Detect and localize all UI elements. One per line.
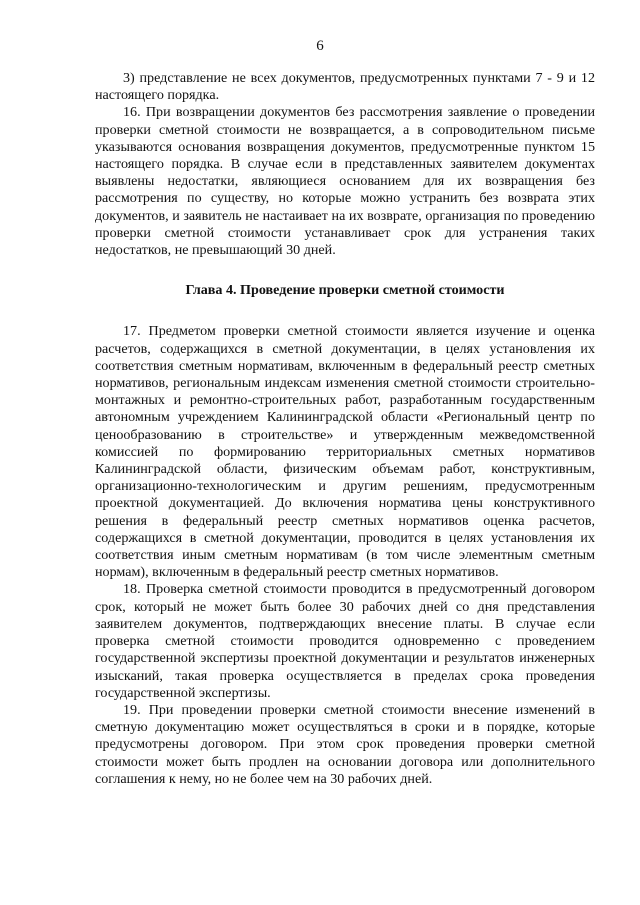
- paragraph-17: 17. Предметом проверки сметной стоимости является изучение и оценка расчетов, содержащихся в сметной документации, в целях установления их соответствия сметным нормативам, включенным в федеральный реестр сметных нормативов, региональным индексам изменения сметной стоимости строительно-монтажных и ремонтно-строительных работ, разработанным государственным автономным учреждением Калининградской области «Региональный центр по ценообразованию в строительстве» и утвержденным межведомственной комиссией по формированию территориальных сметных нормативов Калининградской области, физическим объемам работ, конструктивным, организационно-технологическим и другим решениям, предусмотренным проектной документацией. До включения норматива цены конструктивного решения в федеральный реестр сметных нормативов оценка расчетов, содержащихся в сметной документации, проводится в целях установления их соответствия иным сметным нормативам (в том числе элементным сметным нормам), включенным в федеральный реестр сметных нормативов.: [95, 323, 595, 581]
- paragraph-18: 18. Проверка сметной стоимости проводится в предусмотренный договором срок, который не может быть более 30 рабочих дней со дня представления заявителем документов, подтверждающих внесение платы. В случае если проверка сметной стоимости проводится одновременно с проведением государственной экспертизы проектной документации и результатов инженерных изысканий, такая проверка осуществляется в пределах срока проведения государственной экспертизы.: [95, 581, 595, 701]
- document-body: [95, 70, 595, 788]
- chapter-title: Глава 4. Проведение проверки сметной стоимости: [185, 282, 505, 299]
- paragraph-19: 19. При проведении проверки сметной стоимости внесение изменений в сметную документацию может осуществляться в сроки и в порядке, которые предусмотрены договором. При этом срок проведения проверки сметной стоимости может быть продлен на основании договора или дополнительного соглашения к нему, но не более чем на 30 рабочих дней.: [95, 701, 595, 787]
- paragraph-16: 16. При возвращении документов без рассмотрения заявление о проведении проверки сметной стоимости не возвращается, а в сопроводительном письме указываются основания возвращения документов, предусмотренные пунктом 15 настоящего порядка. В случае если в представленных заявителем документах выявлены недостатки, являющиеся основанием для их возвращения без рассмотрения по существу, но которые можно устранить без возврата этих документов, и заявитель не настаивает на их возврате, организация по проведению проверки сметной стоимости устанавливает срок для устранения таких недостатков, не превышающий 30 дней.: [95, 104, 595, 259]
- paragraph-item-3: 3) представление не всех документов, предусмотренных пунктами 7 - 9 и 12 настоящего порядка.: [95, 70, 595, 104]
- page-number: 6: [316, 38, 324, 54]
